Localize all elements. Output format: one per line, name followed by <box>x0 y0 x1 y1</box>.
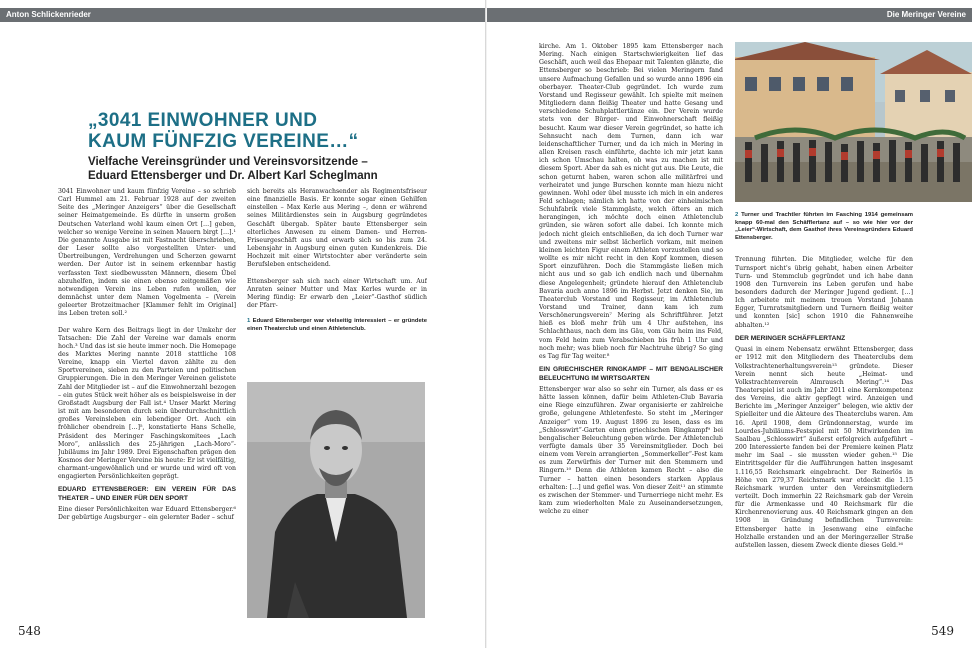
article-title <box>88 110 458 152</box>
text-column-2 <box>247 188 427 378</box>
parade-illustration <box>735 42 972 202</box>
portrait-photo <box>247 382 425 618</box>
paragraph: kirche. Am 1. Oktober 1895 kam Ettensberger nach Mering. Nach einigen Startschwierigkeiten lief das Geschäft, auch weil das Ehepaar mit Talenten glänzte, die Ettensberger so beschrieb: Bei vielen Meringern fand unsere Aufmachung Gefallen und so wurde anno 1896 ein oberbayer. Theater-Club gegründet. Ich wurde zum Vorstand und Regisseur gewählt. Ich spielte mit meinen Mitgliedern dann fleißig Theater und hatte Gesang und verschiedene Schuhplattlertänze ein. Der Verein wurde stets von der Bürger- und Einwohnerschaft fleißig besucht. Kaum war dieser Verein gegründet, so hatte ich Sehnsucht nach dem Turnen, dann ich war leidenschaftlicher Turner, und da ich mich in Mering in allen Kreisen rasch einführte, dachte ich mir jetzt kann ich schon Umschau halten, ob was zu machen ist mit diesem Sport. Aber da sah es nicht gut aus. Die Leute, die schon geturnt haben, waren schon alle militärfrei und verheiratet und junge Burschen konnte man hiezu nicht gewinnen. Wohl oder übel musste ich mich in ein anderes Feld schlagen; nämlich ich hatte von der einheimischen Schuhfabrik viele Stammgäste, welch öfters an mich herangingen, ich möchte doch einen Athletenclub gründen, sie wären sofort alle dabei. Ich konnte mich jedoch nicht gleich entschließen, da ich doch Turner war und zweitens mir selbst lächerlich vorkam, mit meinen kleinen leichten Figur einem Athleten vorzustellen und so wollte es mir nicht recht in den Kopf kommen, diesen Sport einzuführen. Doch die Stammgäste ließen mich nicht aus und so gab ich endlich nach und übernahm diese Angelegenheit; gründete hierauf den Athletenclub Bavaria auch anno 1896 im Herbst. Jetzt denken Sie, im Theaterclub Vorstand und Regisseur, im Athletenclub Vorstand und Trainer, dann kam ich zum Verschönerungsverein⁷ Mering als Schriftführer. Jetzt hieß es bloß mehr früh um 4 Uhr aufstehen, ins Schlachthaus, nach dem ins Gäu, vom Gäu heim ins Feld, vom Feld heim zum Verabschieben bis früh 1 Uhr und noch mehr; was blieb noch für Nachtruhe übrig? So ging es Tag für Tag weiter.⁸ <box>539 43 723 360</box>
paragraph: Ettensberger sah sich nach einer Wirtschaft um. Auf Anraten seiner Mutter und Max Kerles wurde er in Mering fündig: Er erwarb den „Leier“-Gasthof südlich der Pfarr- <box>247 277 427 310</box>
text-column-3 <box>539 43 723 618</box>
running-header-right: Die Meringer Vereine <box>486 8 972 22</box>
paragraph: Der wahre Kern des Beitrags liegt in der Umkehr der Tatsachen: Die Zahl der Vereine war damals enorm hoch.³ Und das ist sie heute immer noch. Die Homepage des Marktes Mering nannte 2018 stattliche 108 Vereine, knapp ein Viertel davon zählte zu den Sportvereinen, sieben zu den Parteien und politischen Gruppierungen. Die in den Meringer Vereinen gelistete Zahl der Mitglieder ist – auf die Einwohnerzahl bezogen – ein gutes Stück weit höher als es beispielsweise in der Großstadt Augsburg der Fall ist.⁴ Unser Markt Mering ist mit am besonderen durch sein überdurchschnittlich großes Vereinsleben ein lebendiger Ort. Auch ein fröhlicher obendrein […]⁵, konstatierte Hans Schelle, Präsident des Meringer Faschingskomitees „Lach Moro“, anlässlich des 25-jährigen „Lach-Moro“-Jubiläums im Jahr 1989. Drei Eigenschaften prägen den Kosmos der Meringer Vereine bis heute: Er ist vielfältig, charmant-ungewöhnlich und er wurde und wird oft von engagierten Persönlichkeiten geprägt. <box>58 326 236 481</box>
subtitle-line-1: Vielfache Vereinsgründer und Vereinsvorsitzende – <box>88 156 368 168</box>
page-number-left: 548 <box>18 624 41 638</box>
article-subtitle <box>88 155 458 183</box>
section-heading: DER MERINGER SCHÄFFLERTANZ <box>735 334 846 342</box>
running-header-left: Anton Schlickenrieder <box>0 8 486 22</box>
portrait-illustration <box>247 382 425 618</box>
paragraph: Trennung führten. Die Mitglieder, welche für den Turnsport nicht's übrig gehabt, haben einen Arbeiter Turn- und Stemmclub gegründet und ich habe dann 1908 den Turnverein ins Leben gerufen und habe besonders dadurch der Meringer Jugend gedient. […] Ich arbeitete mit meinem treuen Vorstand Johann Egger, Turnratsmitgliedern und Turnern fleißig weiter und konnten [sic] schon 1910 die Fahnenweihe abhalten.¹² <box>735 256 913 329</box>
section-heading: EDUARD ETTENSBERGER: EIN VEREIN FÜR DAS THEATER – UND EINER FÜR DEN SPORT <box>58 486 236 502</box>
subtitle-line-2: Eduard Ettensberger und Dr. Albert Karl Scheglmann <box>88 170 378 182</box>
paragraph: Quasi in einem Nebensatz erwähnt Ettensberger, dass er 1912 mit den Mitgliedern des Theaterclubs dem Volkstrachtenerhaltungsverein¹³ gründete. Dieser Verein nennt sich heute „Heimat- und Volkstrachtenverein Almrausch Mering“.¹⁴ Das Theaterspiel ist auch im Jahr 2011 eine Kernkompetenz des Vereins, die aktiv gepflegt wird. Anzeigen und Berichte im „Meringer Anzeiger“ belegen, wie aktiv der Spielleiter und die Akteure des Theaterclubs waren. Am 16. April 1908, dem Gründonnerstag, wurde im Lourdes-Jubiläums-Festspiel mit 50 Mitwirkenden im Saalbau „Schlosswirt“ äußerst erfolgreich aufgeführt – 200 Interessierte fanden bei der Premiere keinen Platz mehr im Saal – sie mussten wieder gehen.¹⁵ Die Eintrittsgelder für die Aufführungen hatten insgesamt 1.116,55 Reichsmark eingebracht. Der Reinerlös in Höhe von 279,37 Reichsmark war etdeckt die 1.15 Reichsmark wurden unter den Vereinsmitgliedern verteilt. Doch immerhin 22 Reichsmark gab der Verein für die Armenkasse und 40 Reichsmark für die Kirchenrenovierung aus. 40 Reichsmark gingen an den 1908 in Gründung befindlichen Turnverein: Ettensberger hatte in Jesenwang eine einfache Holzhalle erstanden und an der Meringerzeller Straße aufstellen lassen, diesem Zweck diente dieses Geld.¹⁶ <box>735 346 913 549</box>
text-column-1 <box>58 188 236 618</box>
caption-number: 2 <box>735 212 739 218</box>
caption-text: Turner und Trachtler führten im Fasching 1914 gemeinsam knapp 60-mal den Schäfflertanz auf – so wie hier vor der „Leier“-Wirtschaft, dem Gasthof ihres Vereinsgründers Eduard Ettensberger. <box>735 212 913 241</box>
photo-caption-1 <box>247 318 427 333</box>
page-number-right: 549 <box>931 624 954 638</box>
paragraph: sich bereits als Heranwachsender als Regimentsfriseur eine finanzielle Basis. Er konnte sogar einen Gehilfen einstellen – Max Kerle aus Mering –, denn er während seines Militärdienstes sein in Augsburg gegründetes Geschäft übergab. Später baute Ettensberger sein elterliches Anwesen zu einem Damen- und Herren-Friseurgeschäft aus und erwarb sich so bis zum 24. Lebensjahr in Augsburg einen guten Kundenkreis. Die Hochzeit mit einer Wirtstochter aber veränderte sein Berufsleben entscheidend. <box>247 188 427 269</box>
paragraph: 3041 Einwohner und kaum fünfzig Vereine – so schrieb Carl Hummel am 21. Februar 1928 auf der zweiten Seite des „Meringer Anzeigers“ über die Gesellschaft seiner Heimatgemeinde. Es dürfte in unserm großen Deutschen Vaterland wohl kaum einen Ort […] geben, welcher so wenige Vereine in seinen Mauern birgt […].¹ Die genannte Ausgabe ist mit Fastnacht überschrieben, der Leser sollte also vorgestellten Unter- und Übertreibungen, Verdrehungen und Scherzen gewarnt werden. Der Autor ist in seinem erkennbar hastig verfassten Text siedbewussten Männern, diesem Übel abzuhelfen, indem sie einen ebenso zeitgemäßen wie notwendigen Verein ins Leben rufen wollen, der demnächst unter dem Namen Vogelmenta – (Verein geleerter Brotzeitmacher [Klammer fehlt im Original] ins Leben treten soll.² <box>58 188 236 318</box>
photo-caption-2 <box>735 212 913 242</box>
parade-photo <box>735 42 972 202</box>
title-line-2: KAUM FÜNFZIG VEREINE…“ <box>88 131 359 152</box>
caption-number: 1 <box>247 318 251 325</box>
text-column-4 <box>735 212 913 618</box>
paragraph: Eine dieser Persönlichkeiten war Eduard Ettensberger.⁶ Der gebürtige Augsburger – ein gelernter Bader – schuf <box>58 506 236 522</box>
title-line-1: „3041 EINWOHNER UND <box>88 110 318 131</box>
page-spine <box>485 0 487 648</box>
caption-text: Eduard Ettensberger war vielseitig interessiert – er gründete einen Theaterclub und einen Athletenclub. <box>247 318 427 332</box>
paragraph: Ettensberger war also so sehr ein Turner, als dass er es hätte lassen können, dafür beim Athleten-Club Bavaria eine Riege einzuführen. Zwar organisierte er zahlreiche große, gelungene Athletenfeste. So steht im „Meringer Anzeiger“ vom 19. August 1896 zu lesen, dass es im „Schlosswirt“-Garten einen griechischen Ringkampf⁹ bei bengalischer Beleuchtung geben würde. Der Athletenclub verfügte damals über 35 Vereinsmitglieder. Doch bei einem vom Verein arrangierten „Sommerkeller“-Fest kam es zum Zerwürfnis der Turner mit den Stemmern und Ringern.¹⁰ Denn die Athleten kamen Recht – also die Turner – hatten einen besonders starken Applaus erhalten: […] und gefiel was. Von dieser Zeit¹¹ an stimmte es zwischen der Stemmer- und Turnerriege nicht mehr. Es kam zum wiederholten Male zu Auseinandersetzungen, welche zu einer <box>539 385 723 516</box>
section-heading: EIN GRIECHISCHER RINGKAMPF – MIT BENGALISCHER BELEUCHTUNG IM WIRTSGARTEN <box>539 366 723 382</box>
